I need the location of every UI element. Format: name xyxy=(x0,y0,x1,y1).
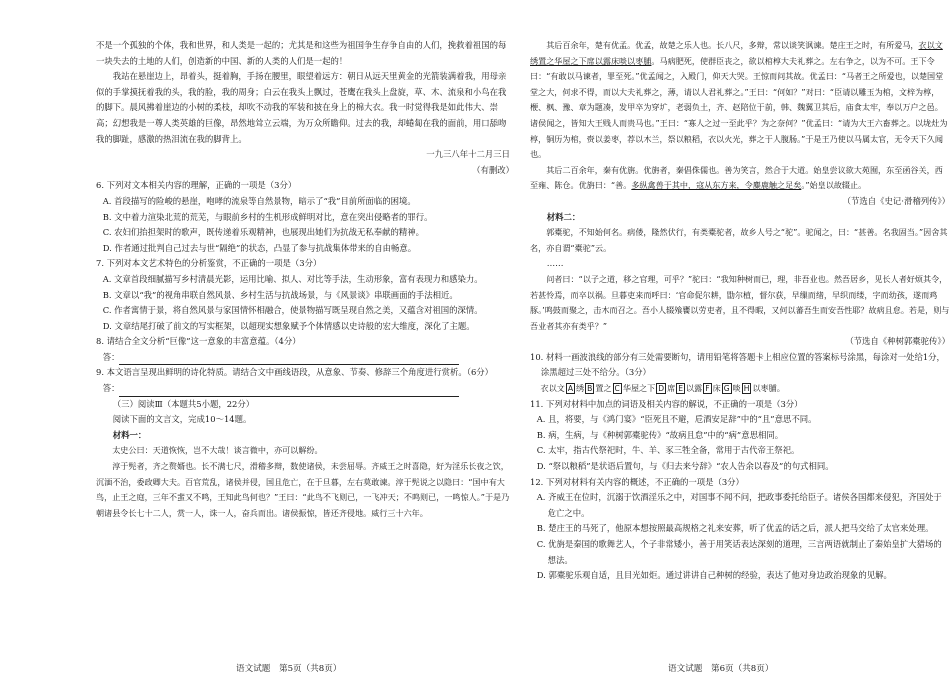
material-2-title: 材料二： xyxy=(546,211,581,222)
question-8: 8. 请结合全文分析“巨像”这一意象的丰富意蕴。（4分） xyxy=(96,336,301,347)
segment: 床 xyxy=(712,383,721,394)
option-11b: B. 病，生病，与《种树郭橐驼传》“故病且怠”中的“病”意思相同。 xyxy=(536,429,784,440)
segment: 华屋之下 xyxy=(622,383,656,394)
section-instructions: 阅读下面的文言文，完成10～14题。 xyxy=(112,414,252,425)
option-11c: C. 太牢，指古代祭祀时，牛、羊、豕三牲全备，常用于古代帝王祭祀。 xyxy=(536,445,800,456)
option-6a: A. 首段描写的险峻的悬崖，咆哮的流泉等自然景物，暗示了“我”目前所面临的困境。 xyxy=(102,195,416,206)
text-span: 其后百余年，楚有优孟。优孟，故楚之乐人也。长八尺，多辩，常以谈笑讽谏。楚庄王之时，有所爱马， xyxy=(546,40,919,50)
text-span: 。马病肥死，使群臣丧之，欲以棺椁大夫礼葬之。左右争之，以为不可。王下令曰：“有敢以马谏者，罪至死。”优孟闻之，入殿门，仰天大哭。王惊而问其故。优孟曰：“马者王之所爱也，以楚国堂堂之大，何求不得，而以大夫礼葬之，薄，请以人君礼葬之。”王曰：“何如？”对曰：“臣请以雕玉为棺，文梓为椁，楩、枫、豫、章为题凑，发甲卒为穿圹，老弱负土，齐、赵陪位于前，韩、魏翼卫其后，庙食太牢，奉以万户之邑。诸侯闻之，皆知大王贱人而贵马也。”王曰：“寡人之过一至此乎？为之奈何？”优孟曰：“请为大王六畜葬之。以垅灶为椁，铜历为棺，赍以姜枣，荐以木兰，祭以粮稻，衣以火光，葬之于人腹肠。”于是王乃使以马属太官，无令天下久闻也。 xyxy=(530,55,948,160)
text-span: 。”始皇以故辍止。 xyxy=(801,180,867,191)
option-7a: A. 文章首段细腻描写乡村清晨光影，运用比喻、拟人、对比等手法，生动形象，富有表现力和感染力。 xyxy=(102,273,483,284)
date-line: 一九三八年十二月三日 xyxy=(426,149,510,160)
question-11: 11. 下列对材料中加点的词语及相关内容的解说，不正确的一项是（3分） xyxy=(530,398,803,409)
material-1-title: 材料一： xyxy=(112,429,147,440)
text-span: 其后二百余年，秦有优旃。优旃者，秦倡侏儒也。善为笑言，然合于大道。始皇尝议欲大苑囿，东至函谷关，西至雍、陈仓。优旃曰：“善。 xyxy=(530,164,943,191)
material-1-paragraph: 淳于髡者，齐之赘婿也。长不满七尺，滑稽多辩，数使诸侯，未尝屈辱。齐威王之时喜隐，好为淫乐长夜之饮，沉湎不治，委政卿大夫。百官荒乱，诸侯并侵，国且危亡，在于旦暮，左右莫敢谏。淳于髡说之以隐曰：“国中有大鸟，止王之庭，三年不蜚又不鸣，王知此鸟何也？”王曰：“此鸟不飞则已，一飞冲天；不鸣则已，一鸣惊人。”于是乃朝诸县令长七十二人，赏一人，诛一人，奋兵而出。诸侯振惊，皆还齐侵地。威行三十六年。 xyxy=(96,461,510,518)
answer-underline xyxy=(119,354,459,365)
page-footer-right: 语文试题 第6页（共8页） xyxy=(668,664,774,674)
source-note: （节选自《种树郭橐驼传》） xyxy=(845,336,950,347)
segment: 席 xyxy=(667,383,676,394)
sentence-break-line xyxy=(530,381,950,397)
material-1-paragraph xyxy=(530,38,950,163)
option-12a: A. 齐威王在位时，沉溺于饮酒淫乐之中，对国事不闻不问，把政事委托给臣子。诸侯各国都来侵犯，齐国处于危亡之中。 xyxy=(536,492,942,518)
page-footer-left: 语文试题 第5页（共8页） xyxy=(236,664,342,674)
question-6: 6. 下列对文本相关内容的理解，正确的一项是（3分） xyxy=(96,180,297,191)
answer-label: 答： xyxy=(102,383,120,394)
option-11d: D. “祭以粮稻”是状语后置句，与《归去来兮辞》“农人告余以春及”的句式相同。 xyxy=(536,461,834,472)
break-mark-g[interactable]: G xyxy=(723,384,730,394)
segment: 置之 xyxy=(595,383,612,394)
break-mark-b[interactable]: B xyxy=(587,384,593,394)
break-mark-f[interactable]: F xyxy=(705,384,710,394)
answer-line[interactable] xyxy=(96,350,514,366)
question-12: 12. 下列对材料有关内容的概述，不正确的一项是（3分） xyxy=(530,476,744,487)
answer-underline xyxy=(119,386,459,397)
material-2-paragraph: 郭橐驼，不知始何名。病偻，隆然伏行，有类橐驼者，故乡人号之“驼”。驼闻之，曰：“甚善。名我固当。”因舍其名，亦自谓“橐驼”云。 xyxy=(530,227,948,253)
option-12c: C. 优旃是秦国的歌舞艺人，个子非常矮小，善于用笑话表达深刻的道理，三言两语就制止了秦始皇扩大猎场的想法。 xyxy=(536,539,942,565)
break-mark-e[interactable]: E xyxy=(678,384,684,394)
option-7b: B. 文章以“我”的视角串联自然风景、乡村生活与抗战场景，与《风景谈》串联画面的手法相近。 xyxy=(102,289,458,300)
material-1-paragraph: 太史公曰：天道恢恢，岂不大哉！谈言微中，亦可以解纷。 xyxy=(112,445,323,456)
material-2-paragraph: 问者曰：“以子之道，移之官理，可乎？”驼曰：“我知种树而已，理，非吾业也。然吾居乡，见长人者好烦其令，若甚怜焉，而卒以祸。旦暮吏来而呼曰：‘官命促尔耕，勖尔植，督尔获，早缫而绪，早织而缕，字而幼孩，遂而鸡豚。’鸣鼓而聚之，击木而召之。吾小人辍飧饔以劳吏者，且不得暇，又何以蕃吾生而安吾性耶？故病且怠。若是，则与吾业者其亦有类乎？” xyxy=(530,273,950,331)
source-note: （有删改） xyxy=(472,164,514,175)
option-7d: D. 文章结尾打破了前文的写实框架，以超现实想象赋予个体情感以史诗般的宏大维度，深化了主题。 xyxy=(102,320,475,331)
material-1-paragraph xyxy=(530,163,950,194)
break-mark-a[interactable]: A xyxy=(567,384,574,394)
question-10: 10. 材料一画波浪线的部分有三处需要断句，请用铅笔将答题卡上相应位置的答案标号涂黑，每涂对一处给1分，涂黑超过三处不给分。（3分） xyxy=(530,351,945,378)
answer-label: 答： xyxy=(102,351,120,362)
break-mark-h[interactable]: H xyxy=(743,384,750,394)
section-title: （三）阅读Ⅲ（本题共5小题，22分） xyxy=(112,398,255,409)
underlined-text: 多纵禽兽于其中，寇从东方来，令麋鹿触之足矣 xyxy=(631,180,802,191)
option-12d: D. 郭橐驼乐观自适，且目光如炬。通过讲讲自己种树的经验，表达了他对身边政治现象的见解。 xyxy=(536,570,892,581)
ellipsis: …… xyxy=(546,258,564,269)
option-11a: A. 且，将要，与《鸿门宴》“臣死且不避，卮酒安足辞”中的“且”意思不同。 xyxy=(536,414,817,425)
option-6c: C. 农妇们抬担架时的歌声，既传递着乐观精神，也展现出她们为抗战无私奉献的精神。 xyxy=(102,227,425,238)
question-9: 9. 本文语言呈现出鲜明的诗化特质。请结合文中画线语段，从意象、节奏、修辞三个角度进行赏析。（6分） xyxy=(96,367,494,378)
reading-paragraph: 我站在悬崖边上，昂着头，挺着胸，手扬在腰里，眼望着远方：朝日从远天里黄金的光箭装满着我，用母亲似的手掌摸抚着我的头，我的脸，我的周身；白云在我头上飘过，苍鹰在我头上盘旋，草、木、流泉和小鸟在我的脚下。晨风拂着崖边的小树的柔枝，却吹不动我的军装和披在身上的棉大衣。我一时觉得我是如此伟大、崇高；幻想我是一尊人类英雄的巨像，昂然地耸立云端，为万众所瞻仰。过去的我，却蜷匐在我的面前，用口舔吻我的脚趾，感激的热泪流在我的脚背上。 xyxy=(96,71,507,144)
wavy-underlined-text: 衣以文绣置之华屋之下席以露床啖以枣脯 xyxy=(530,40,943,66)
source-note: （节选自《史记·滑稽列传》） xyxy=(842,195,950,206)
segment: 衣以文 xyxy=(540,383,565,394)
break-mark-c[interactable]: C xyxy=(614,384,620,394)
option-7c: C. 作者寓情于景，将自然风景与家国情怀相融合，使景物描写既呈现自然之美，又蕴含对祖国的深情。 xyxy=(102,305,483,316)
question-7: 7. 下列对本文艺术特色的分析鉴赏，不正确的一项是（3分） xyxy=(96,258,322,269)
left-page xyxy=(96,38,514,521)
right-page xyxy=(530,38,950,584)
answer-line[interactable] xyxy=(96,381,514,397)
option-12b: B. 楚庄王的马死了，他原本想按照最高规格之礼来安葬，听了优孟的话之后，派人把马交给了太官来处理。 xyxy=(536,523,934,534)
option-6b: B. 文中着力渲染北荒的荒芜，与眼前乡村的生机形成鲜明对比，意在突出侵略者的罪行。 xyxy=(102,211,433,222)
reading-paragraph: 不是一个孤独的个体，我和世界，和人类是一起的；尤其是和这些为祖国争生存争自由的人们，挽救着祖国的每一块失去的土地的人们，创造新的中国、新的人类的人们是一起的！ xyxy=(96,40,507,66)
segment: 以露 xyxy=(686,383,703,394)
segment: 以枣脯。 xyxy=(752,383,785,394)
segment: 绣 xyxy=(576,383,585,394)
segment: 啖 xyxy=(732,383,741,394)
option-6d: D. 作者通过批判自己过去与世“隔绝”的状态，凸显了参与抗战集体带来的自由畅意。 xyxy=(102,242,417,253)
break-mark-d[interactable]: D xyxy=(658,384,665,394)
